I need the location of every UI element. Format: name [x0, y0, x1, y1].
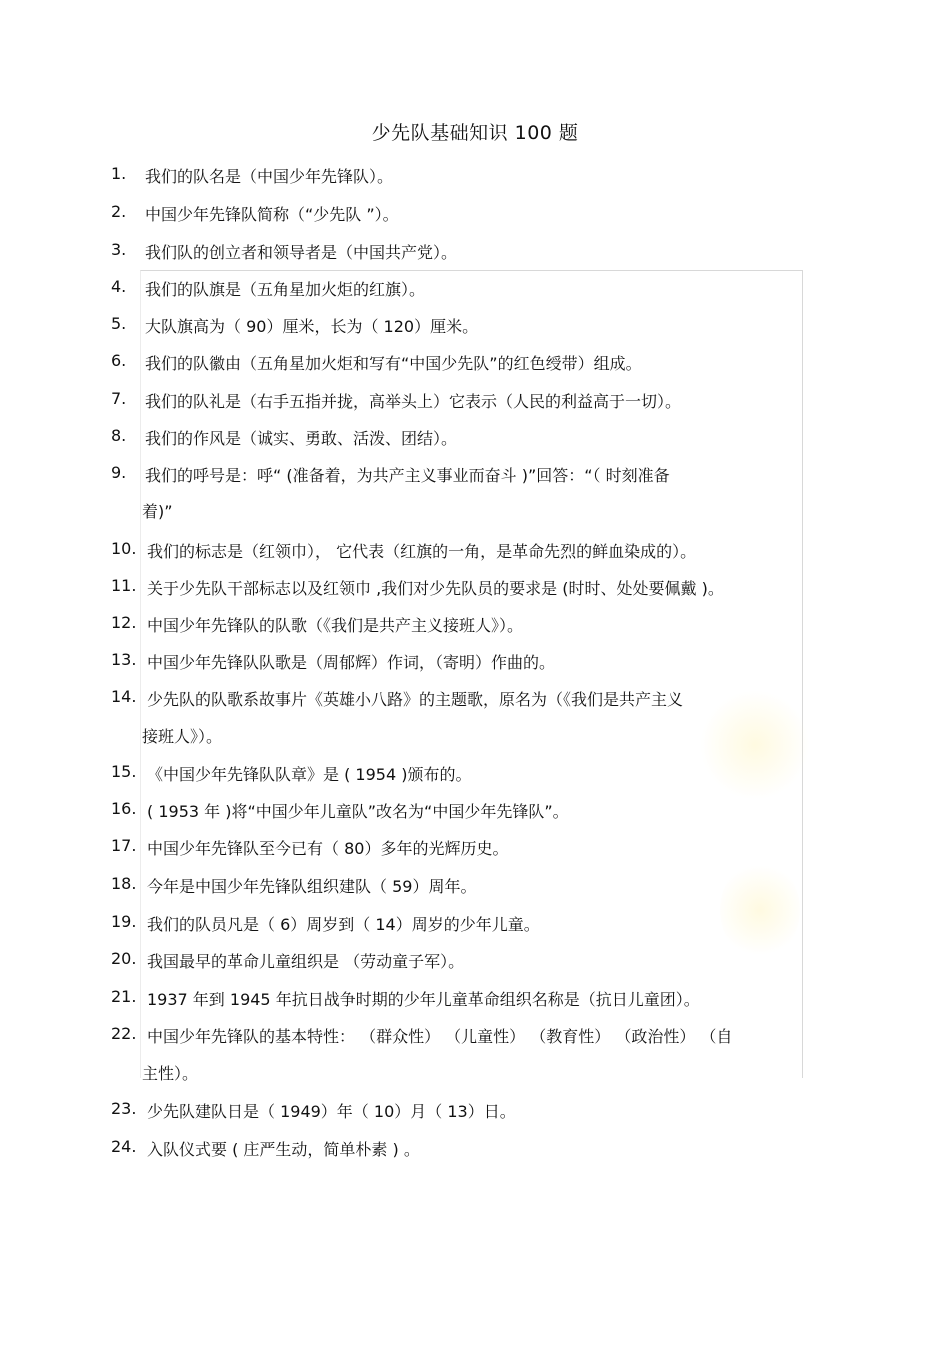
item-text: 我们的队名是（中国少年先锋队）。: [145, 167, 394, 186]
item-number: 24.: [111, 1137, 137, 1156]
item-text: 中国少年先锋队的队歌（《我们是共产主义接班人》）。: [147, 616, 524, 635]
item-number: 10.: [111, 539, 137, 558]
item-text: 大队旗高为（ 90）厘米，长为（ 120）厘米。: [145, 317, 479, 336]
item-number: 8.: [111, 426, 127, 445]
item-text: 我们的队礼是（右手五指并拢，高举头上）它表示（人民的利益高于一切）。: [145, 392, 682, 411]
item-number: 18.: [111, 874, 137, 893]
item-text: 中国少年先锋队至今已有（ 80）多年的光辉历史。: [147, 839, 509, 858]
item-number: 13.: [111, 650, 137, 669]
item-number: 22.: [111, 1024, 137, 1043]
item-text: 今年是中国少年先锋队组织建队（ 59）周年。: [147, 877, 477, 896]
page-title: 少先队基础知识 100 题: [371, 122, 579, 144]
item-text: 入队仪式要 ( 庄严生动，简单朴素 ) 。: [147, 1140, 420, 1159]
item-number: 7.: [111, 389, 127, 408]
item-number: 4.: [111, 277, 127, 296]
item-text: 少先队的队歌系故事片《英雄小八路》的主题歌，原名为（《我们是共产主义: [147, 690, 684, 709]
item-number: 14.: [111, 687, 137, 706]
item-number: 5.: [111, 314, 127, 333]
item-text-continuation: 主性）。: [142, 1064, 199, 1083]
item-text: 中国少年先锋队的基本特性： （群众性） （儿童性） （教育性） （政治性） （自: [147, 1027, 733, 1046]
item-text: 我们的标志是（红领巾）， 它代表（红旗的一角，是革命先烈的鲜血染成的）。: [147, 542, 697, 561]
item-number: 12.: [111, 613, 137, 632]
item-number: 1.: [111, 164, 127, 183]
background-glow: [720, 860, 800, 960]
item-text: 中国少年先锋队队歌是（周郁辉）作词，（寄明）作曲的。: [147, 653, 556, 672]
item-text: 1937 年到 1945 年抗日战争时期的少年儿童革命组织名称是（抗日儿童团）。: [147, 990, 700, 1009]
item-number: 16.: [111, 799, 137, 818]
item-text: 中国少年先锋队简称（“少先队 ”）。: [145, 205, 399, 224]
background-glow: [700, 690, 810, 800]
item-number: 19.: [111, 912, 137, 931]
item-text-continuation: 接班人》）。: [142, 727, 223, 746]
item-number: 23.: [111, 1099, 137, 1118]
item-text: 我们的呼号是：呼“ (准备着，为共产主义事业而奋斗 )”回答：“（ 时刻准备: [145, 466, 670, 485]
item-number: 20.: [111, 949, 137, 968]
item-text: 我国最早的革命儿童组织是 （劳动童子军）。: [147, 952, 465, 971]
item-text: 我们的队旗是（五角星加火炬的红旗）。: [145, 280, 426, 299]
item-text: 《中国少年先锋队队章》是 ( 1954 )颁布的。: [147, 765, 472, 784]
item-number: 9.: [111, 463, 127, 482]
item-number: 11.: [111, 576, 137, 595]
item-text: 关于少先队干部标志以及红领巾 ,我们对少先队员的要求是 (时时、处处要佩戴 )。: [147, 579, 724, 598]
item-number: 2.: [111, 202, 127, 221]
item-number: 21.: [111, 987, 137, 1006]
item-text: 我们的队员凡是（ 6）周岁到（ 14）周岁的少年儿童。: [147, 915, 540, 934]
item-number: 3.: [111, 240, 127, 259]
item-text: ( 1953 年 )将“中国少年儿童队”改名为“中国少年先锋队”。: [147, 802, 569, 821]
item-number: 17.: [111, 836, 137, 855]
item-number: 15.: [111, 762, 137, 781]
item-number: 6.: [111, 351, 127, 370]
item-text: 少先队建队日是（ 1949）年（ 10）月（ 13）日。: [147, 1102, 516, 1121]
item-text: 我们的作风是（诚实、勇敢、活泼、团结）。: [145, 429, 458, 448]
item-text: 我们队的创立者和领导者是（中国共产党）。: [145, 243, 458, 262]
item-text: 我们的队徽由（五角星加火炬和写有“中国少先队”的红色绶带）组成。: [145, 354, 642, 373]
item-text-continuation: 着)”: [142, 502, 173, 521]
